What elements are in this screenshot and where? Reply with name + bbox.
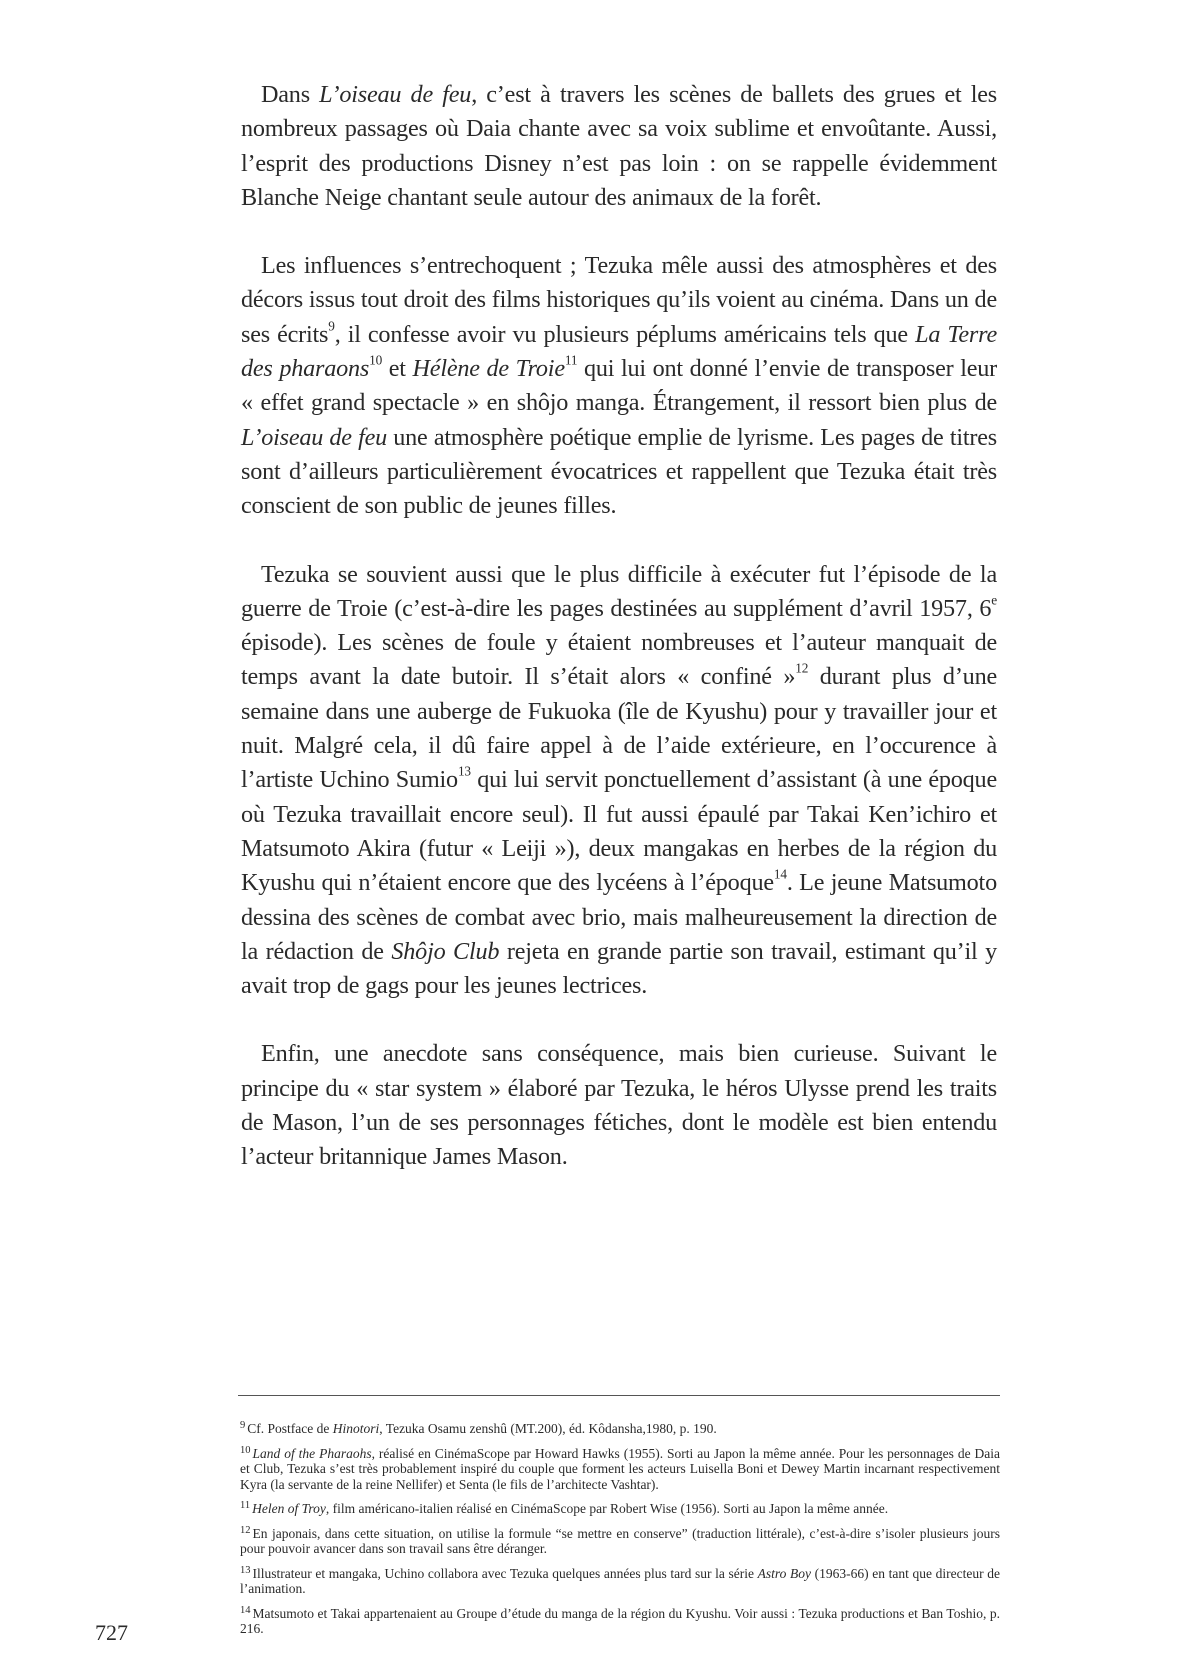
text-run: Enfin, une anecdote sans conséquence, mais bien curieuse. Suivant le principe du « star system » élaboré par Tezuka, le héros Ulysse prend les traits de Mason, l’un de ses personnages fétiches, dont le modèle est bien entendu l’acteur britannique James Mason. bbox=[241, 1040, 997, 1171]
paragraph bbox=[241, 558, 997, 1004]
italic-title: L’oiseau de feu bbox=[241, 423, 388, 451]
footnote bbox=[240, 1606, 1000, 1637]
text-run: , film américano-italien réalisé en CinémaScope par Robert Wise (1956). Sorti au Japon la même année. bbox=[325, 1501, 889, 1516]
text-run: qui lui ont donné l’envie de transposer leur « effet grand spectacle » en shôjo manga. Étrangement, il ressort bien plus de bbox=[241, 355, 997, 417]
page-number: 727 bbox=[95, 1620, 128, 1645]
footnote-number: 9 bbox=[240, 1420, 246, 1432]
italic-title: Hélène de Troie bbox=[412, 355, 565, 383]
text-run: Dans bbox=[261, 81, 320, 108]
text-run: une atmosphère poétique emplie de lyrisme. Les pages de titres sont d’ailleurs particulièrement évocatrices et rappellent que Tezuka était très conscient de son public de jeunes filles. bbox=[241, 423, 997, 520]
footnote bbox=[240, 1501, 1000, 1517]
text-run: rejeta en grande partie son travail, estimant qu’il y avait trop de gags pour les jeunes lectrices. bbox=[241, 937, 997, 1000]
main-text bbox=[241, 78, 997, 1209]
italic-title: Helen of Troy bbox=[252, 1501, 326, 1516]
footnote-number: 11 bbox=[240, 1500, 251, 1512]
footnote-separator bbox=[238, 1395, 1000, 1396]
footnote-ref: 11 bbox=[564, 352, 578, 368]
text-run: et bbox=[382, 355, 413, 383]
footnote bbox=[240, 1421, 1000, 1437]
italic-title: L’oiseau de feu bbox=[319, 81, 472, 108]
paragraph bbox=[241, 1037, 997, 1174]
italic-title: Land of the Pharaohs bbox=[252, 1445, 372, 1461]
text-run: durant plus d’une semaine dans une auberge de Fukuoka (île de Kyushu) pour y travailler jour et nuit. Malgré cela, il dû faire appel à de l’aide extérieure, en l’occurence à l’artiste Uchino Sumio bbox=[241, 663, 997, 794]
footnote bbox=[240, 1446, 1000, 1493]
italic-title: Shôjo Club bbox=[391, 937, 500, 965]
text-run: Matsumoto et Takai appartenaient au Groupe d’étude du manga de la région du Kyushu. Voir aussi : Tezuka productions et Ban Toshio, p. 216. bbox=[240, 1605, 1000, 1636]
text-run: épisode). Les scènes de foule y étaient nombreuses et l’auteur manquait de temps avant la date butoir. Il s’était alors « confiné » bbox=[241, 629, 997, 691]
text-run: Les influences s’entrechoquent ; Tezuka mêle aussi des atmosphères et des décors issus tout droit des films historiques qu’ils voient au cinéma. Dans un de ses écrits bbox=[241, 252, 997, 348]
footnote-ref: 12 bbox=[795, 661, 809, 677]
footnote-number: 14 bbox=[240, 1604, 251, 1616]
text-run: , Tezuka Osamu zenshû (MT.200), éd. Kôdansha,1980, p. 190. bbox=[379, 1421, 717, 1436]
text-run: Tezuka se souvient aussi que le plus difficile à exécuter fut l’épisode de la guerre de Troie (c’est-à-dire les pages destinées au supplément d’avril 1957, 6 bbox=[241, 560, 997, 622]
text-run: (1963-66) en tant que directeur de l’animation. bbox=[240, 1565, 1000, 1596]
footnote-ref: 9 bbox=[328, 318, 335, 334]
text-run: Cf. Postface de bbox=[247, 1421, 333, 1436]
text-run: . Le jeune Matsumoto dessina des scènes de combat avec brio, mais malheureusement la direction de la rédaction de bbox=[241, 869, 997, 965]
footnote-ref: 14 bbox=[773, 866, 787, 882]
footnote bbox=[240, 1566, 1000, 1597]
text-run: , c’est à travers les scènes de ballets des grues et les nombreux passages où Daia chante avec sa voix sublime et envoûtante. Aussi, l’esprit des productions Disney n’est pas loin : on se rappelle évidemment Blanche Neige chantant seule autour des animaux de la forêt. bbox=[241, 81, 998, 211]
footnote-number: 10 bbox=[240, 1444, 251, 1456]
text-run: , il confesse avoir vu plusieurs péplums américains tels que bbox=[334, 320, 916, 348]
footnotes bbox=[240, 1421, 1000, 1646]
footnote-ref: 10 bbox=[369, 352, 383, 368]
italic-title: Astro Boy bbox=[757, 1565, 812, 1581]
paragraph bbox=[241, 249, 997, 523]
paragraph bbox=[241, 78, 997, 215]
footnote bbox=[240, 1526, 1000, 1557]
text-run: En japonais, dans cette situation, on utilise la formule “se mettre en conserve” (traduction littérale), c’est-à-dire s’isoler plusieurs jours pour pouvoir avancer dans son travail sans être déranger. bbox=[240, 1525, 1000, 1556]
footnote-ref: e bbox=[991, 592, 997, 608]
text-run: Illustrateur et mangaka, Uchino collabora avec Tezuka quelques années plus tard sur la série bbox=[252, 1565, 758, 1581]
footnote-ref: 13 bbox=[457, 764, 471, 780]
italic-title: La Terre des pharaons bbox=[241, 320, 997, 383]
text-run: , réalisé en CinémaScope par Howard Hawks (1955). Sorti au Japon la même année. Pour les personnages de Daia et Club, Tezuka s’est très probablement inspiré du couple que forment les acteurs Luisella Boni et Dewey Martin incarnant respectivement Kyra (la servante de la reine Nellifer) et Senta (le fils de l’architecte Vashtar). bbox=[240, 1445, 1001, 1492]
text-run: qui lui servit ponctuellement d’assistant (à une époque où Tezuka travaillait encore seul). Il fut aussi épaulé par Takai Ken’ichiro et Matsumoto Akira (futur « Leiji »), deux mangakas en herbes de la région du Kyushu qui n’étaient encore que des lycéens à l’époque bbox=[241, 766, 997, 897]
footnote-number: 12 bbox=[240, 1524, 251, 1536]
italic-title: Hinotori bbox=[332, 1421, 380, 1436]
footnote-number: 13 bbox=[240, 1564, 251, 1576]
